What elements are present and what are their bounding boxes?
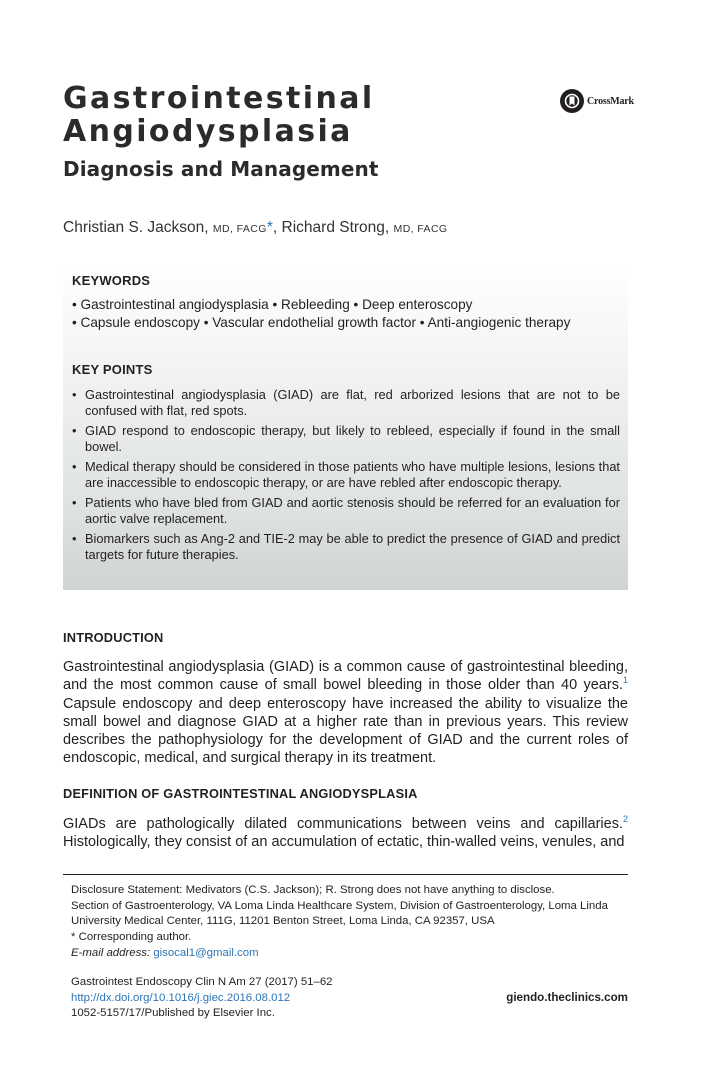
title-line-2: Angiodysplasia <box>63 114 353 149</box>
introduction-heading: INTRODUCTION <box>63 630 164 645</box>
affiliation: Section of Gastroenterology, VA Loma Linda Healthcare System, Division of Gastroenterology, Loma Linda University Medical Center, 111G, 11201 Benton Street, Loma Linda, CA 92357, USA <box>71 899 608 928</box>
footnote-divider <box>63 874 628 875</box>
key-point-item: • Gastrointestinal angiodysplasia (GIAD) are flat, red arborized lesions that are not to be confused with flat, red spots. <box>72 387 620 419</box>
crossmark-badge[interactable] <box>560 89 634 113</box>
key-point-item: • Biomarkers such as Ang-2 and TIE-2 may be able to predict the presence of GIAD and predict targets for future therapies. <box>72 531 620 563</box>
disclosure-statement: Disclosure Statement: Medivators (C.S. Jackson); R. Strong does not have anything to disclose. <box>71 884 555 896</box>
corresponding-author-note: * Corresponding author. <box>71 931 192 944</box>
key-points-list <box>72 387 620 567</box>
keywords-heading: KEYWORDS <box>72 273 151 288</box>
introduction-text: Gastrointestinal angiodysplasia (GIAD) is a common cause of gastrointestinal bleeding, and the most common cause of small bowel bleeding in those older than 40 years. <box>63 659 628 694</box>
definition-heading: DEFINITION OF GASTROINTESTINAL ANGIODYSPLASIA <box>63 786 418 801</box>
key-point-item: • Patients who have bled from GIAD and aortic stenosis should be referred for an evaluation for aortic valve replacement. <box>72 495 620 527</box>
author-name: Richard Strong, <box>281 219 390 236</box>
citation-block <box>71 975 333 1022</box>
reference-link[interactable]: 2 <box>622 814 628 825</box>
doi-link[interactable]: http://dx.doi.org/10.1016/j.giec.2016.08.012 <box>71 991 291 1004</box>
email-label: E-mail address: <box>71 946 151 959</box>
author-separator: , <box>272 219 278 236</box>
definition-paragraph <box>63 815 628 852</box>
introduction-text: Capsule endoscopy and deep enteroscopy have increased the ability to visualize the small bowel and diagnose GIAD at a higher rate than in previous years. This review describes the pathophysiology for the development of GIAD and the current roles of endoscopic, medical, and surgical therapy in its treatment. <box>63 695 628 767</box>
keywords-line: • Gastrointestinal angiodysplasia • Rebleeding • Deep enteroscopy <box>72 297 473 312</box>
definition-text: Histologically, they consist of an accumulation of ectatic, thin-walled veins, venules, and <box>63 834 625 851</box>
crossmark-label: CrossMark <box>587 95 634 107</box>
author-name: Christian S. Jackson, <box>63 219 209 236</box>
author-degrees: MD, FACG <box>212 223 267 235</box>
author-degrees: MD, FACG <box>393 223 448 235</box>
definition-text: GIADs are pathologically dilated communications between veins and capillaries. <box>63 816 623 832</box>
email-link[interactable]: gisocal1@gmail.com <box>153 946 259 959</box>
author-line <box>63 219 448 237</box>
key-points-heading: KEY POINTS <box>72 362 153 377</box>
email-line <box>71 946 627 962</box>
crossmark-icon <box>560 89 584 113</box>
issn-publisher: 1052-5157/17/Published by Elsevier Inc. <box>71 1007 275 1020</box>
corresponding-author-mark[interactable]: * <box>266 219 273 236</box>
journal-website-link[interactable]: giendo.theclinics.com <box>506 991 628 1004</box>
reference-link[interactable]: 1 <box>622 675 628 686</box>
introduction-paragraph <box>63 658 628 768</box>
keywords-line: • Capsule endoscopy • Vascular endothelial growth factor • Anti-angiogenic therapy <box>72 315 571 330</box>
title-line-1: Gastrointestinal <box>63 81 375 116</box>
key-point-item: • GIAD respond to endoscopic therapy, but likely to rebleed, especially if found in the small bowel. <box>72 423 620 455</box>
journal-citation: Gastrointest Endoscopy Clin N Am 27 (2017) 51–62 <box>71 976 333 988</box>
article-title <box>63 82 443 148</box>
keywords-keypoints-box <box>63 262 628 590</box>
key-point-item: • Medical therapy should be considered in those patients who have multiple lesions, lesions that are inaccessible to endoscopic therapy, or are have rebled after endoscopic therapy. <box>72 459 620 491</box>
footnotes <box>71 883 627 962</box>
article-subtitle: Diagnosis and Management <box>63 157 379 181</box>
